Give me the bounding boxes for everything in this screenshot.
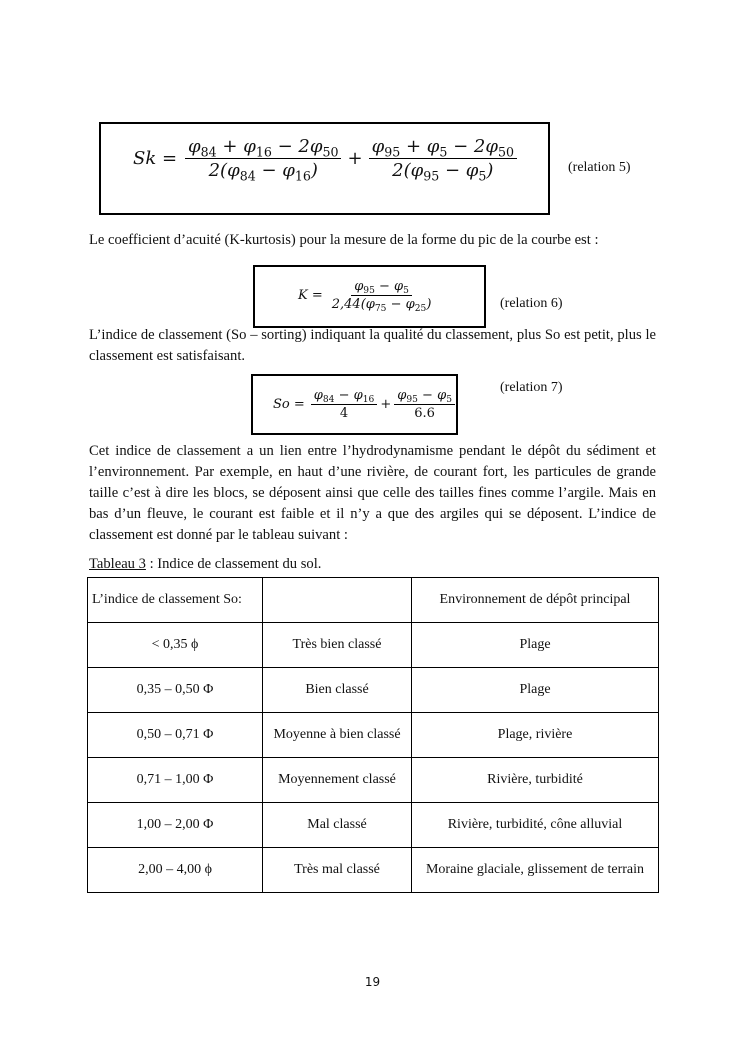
cell-sorting-range: 0,71 – 1,00 Φ [88,758,263,803]
cell-sorting-class: Moyenne à bien classé [263,713,412,758]
so-frac1-denominator: 4 [339,406,349,421]
cell-environment: Rivière, turbidité, cône alluvial [412,803,659,848]
table-caption [89,556,321,573]
table-row [88,713,659,758]
table-row [88,848,659,893]
sorting-equation [273,388,455,421]
cell-sorting-class: Moyennement classé [263,758,412,803]
so-frac2-numerator: $\varphi_{95} - \varphi_5$ [394,388,455,405]
header-cell-environment: Environnement de dépôt principal [412,578,659,623]
k-denominator: $2,44(\varphi_{75} - \varphi_{25})$ [331,297,432,315]
page-number: 19 [364,975,381,989]
cell-sorting-range: 0,50 – 0,71 Φ [88,713,263,758]
sk-plus: + [347,148,363,169]
sorting-index-table [87,577,659,893]
sk-fraction-2 [369,136,517,184]
cell-sorting-class: Très mal classé [263,848,412,893]
sk-frac2-denominator: $2(\varphi_{95} - \varphi_5)$ [392,160,494,184]
cell-sorting-class: Très bien classé [263,623,412,668]
k-numerator: $\varphi_{95} - \varphi_5$ [351,279,412,296]
so-frac1-numerator: $\varphi_{84} - \varphi_{16}$ [311,388,378,405]
header-cell-empty [263,578,412,623]
so-lhs: So = [273,397,305,412]
sk-frac1-numerator: $\varphi_{84} + \varphi_{16} - 2\varphi_{50}$ [185,136,341,159]
cell-sorting-range: < 0,35 ϕ [88,623,263,668]
so-frac2-denominator: 6.6 [414,406,435,421]
hydrodynamism-paragraph: Cet indice de classement a un lien entre l’hydrodynamisme pendant le dépôt du sédiment et l’environnement. Par exemple, en haut d’une rivière, de courant fort, les particules de grande taille c’est à dire les blocs, se déposent ainsi que celle des tailles fines comme l’argile. Mais en bas d’un fleuve, le courant est faible et il n’y a que des argiles qui se déposent. L’indice de classement est donné par le tableau suivant : [89,443,656,543]
cell-sorting-range: 1,00 – 2,00 Φ [88,803,263,848]
sorting-equation-box [251,374,458,435]
table-row [88,803,659,848]
table-row [88,668,659,713]
cell-environment: Plage [412,623,659,668]
kurtosis-equation [298,279,434,315]
so-plus: + [380,397,392,412]
cell-environment: Moraine glaciale, glissement de terrain [412,848,659,893]
cell-sorting-range: 2,00 – 4,00 ϕ [88,848,263,893]
sk-frac1-denominator: $2(\varphi_{84} - \varphi_{16})$ [208,160,318,184]
table-row [88,623,659,668]
kurtosis-intro-text: Le coefficient d’acuité (K-kurtosis) pour la mesure de la forme du pic de la courbe est : [89,232,599,248]
sorting-intro-text: L’indice de classement (So – sorting) indiquant la qualité du classement, plus So est petit, plus le classement est satisfaisant. [89,327,656,364]
so-fraction-1 [311,388,378,421]
cell-environment: Plage, rivière [412,713,659,758]
cell-environment: Rivière, turbidité [412,758,659,803]
k-lhs: K = [298,288,323,303]
skewness-equation-box [99,122,550,215]
table-header-row [88,578,659,623]
cell-sorting-range: 0,35 – 0,50 Φ [88,668,263,713]
sk-fraction-1 [185,136,341,184]
cell-sorting-class: Mal classé [263,803,412,848]
sk-frac2-numerator: $\varphi_{95} + \varphi_5 - 2\varphi_{50}$ [369,136,517,159]
table-caption-text: : Indice de classement du sol. [145,556,322,572]
table-caption-label: Tableau 3 [89,556,146,572]
sk-lhs: Sk = [133,148,178,169]
relation-7-label: (relation 7) [500,380,563,395]
kurtosis-equation-box [253,265,486,328]
cell-environment: Plage [412,668,659,713]
table-row [88,758,659,803]
relation-6-label: (relation 6) [500,296,563,311]
relation-5-label: (relation 5) [568,160,631,175]
header-cell-sorting-index: L’indice de classement So: [88,578,263,623]
cell-sorting-class: Bien classé [263,668,412,713]
skewness-equation [133,136,517,184]
k-fraction [329,279,435,315]
so-fraction-2 [394,388,455,421]
